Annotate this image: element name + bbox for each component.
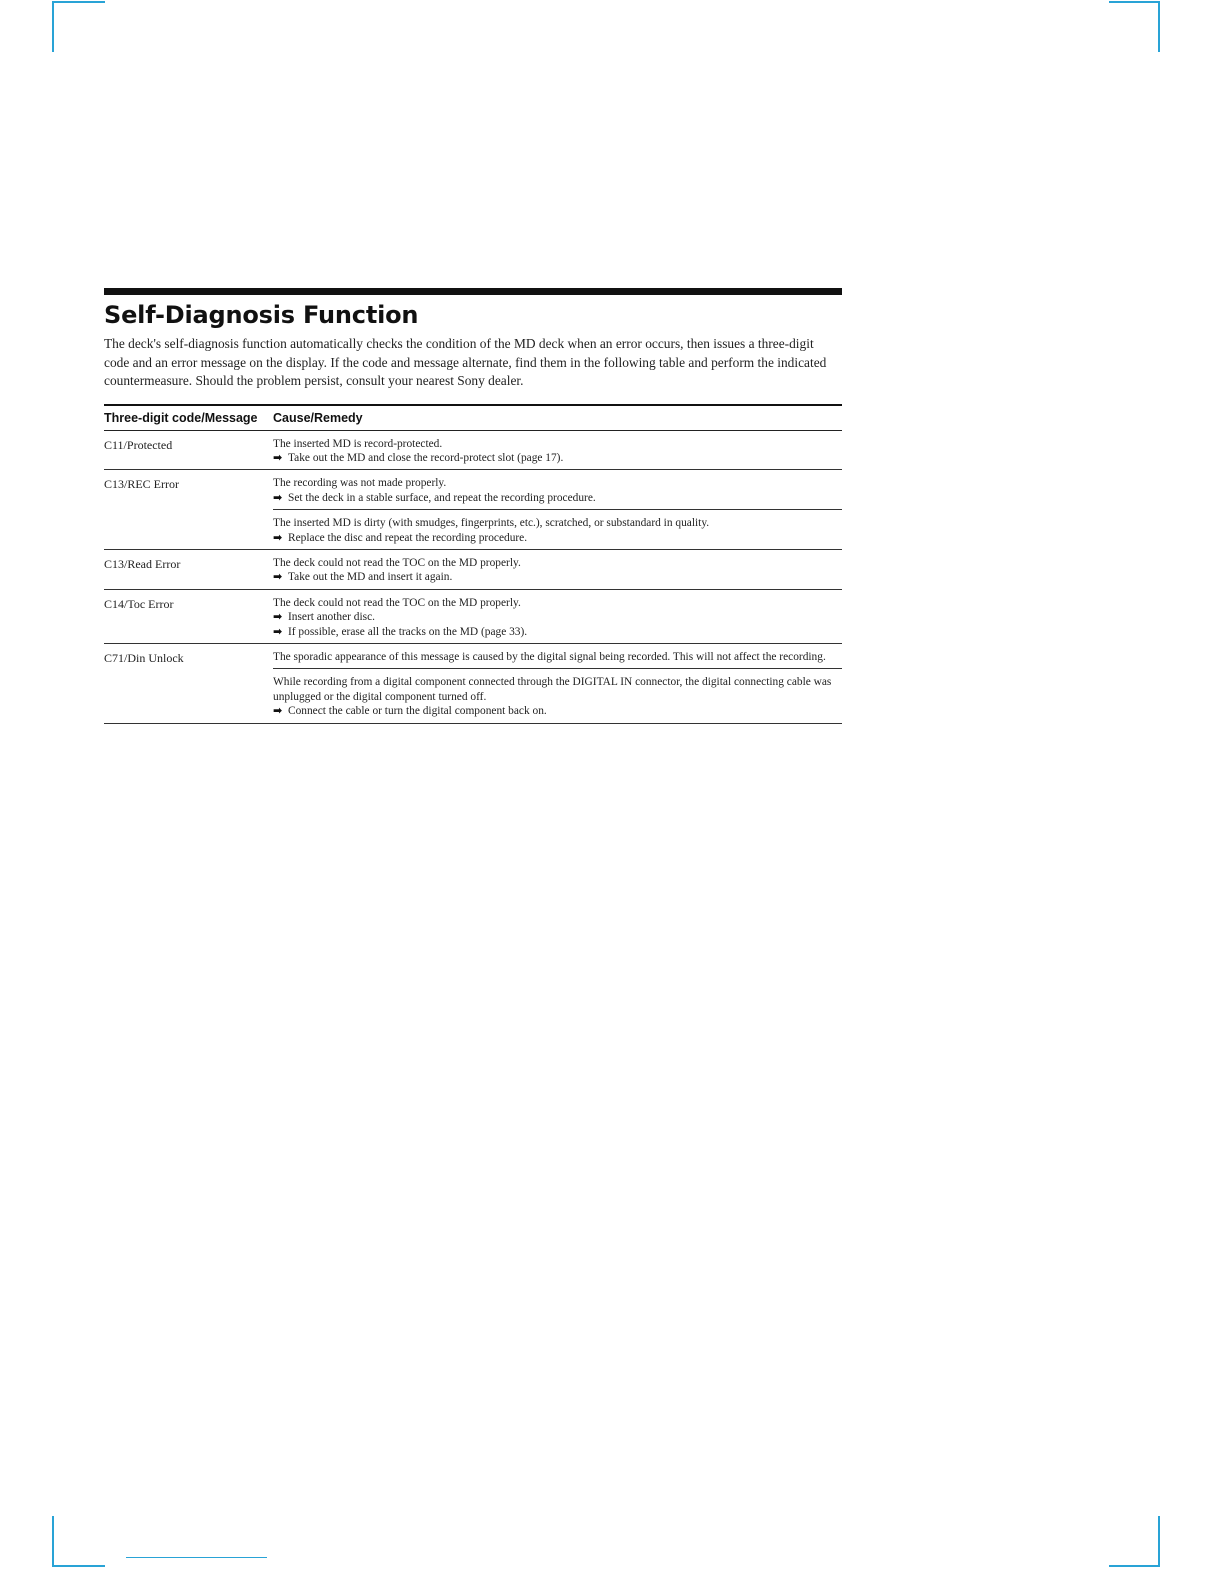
table-row bbox=[104, 470, 842, 550]
remedy-line bbox=[273, 451, 842, 465]
error-code: C14/Toc Error bbox=[104, 596, 174, 611]
table-row bbox=[104, 431, 842, 471]
section-top-bar bbox=[104, 288, 842, 295]
table-row bbox=[104, 644, 842, 724]
cause-text: While recording from a digital component connected through the DIGITAL IN connector, the digital connecting cable was unplugged or the digital component turned off. bbox=[273, 676, 832, 703]
error-code: C11/Protected bbox=[104, 437, 173, 452]
table-row bbox=[104, 590, 842, 644]
remedy-text: Replace the disc and repeat the recording procedure. bbox=[288, 531, 528, 544]
arrow-right-icon: ➡ bbox=[273, 704, 283, 718]
remedy-text: Take out the MD and close the record-protect slot (page 17). bbox=[288, 451, 564, 464]
cause-text: The deck could not read the TOC on the MD properly. bbox=[273, 596, 521, 609]
crop-mark-top-right-vertical bbox=[1158, 1, 1160, 52]
crop-mark-top-right bbox=[1109, 1, 1160, 3]
cause-block bbox=[273, 431, 842, 470]
header-cause: Cause/Remedy bbox=[273, 410, 363, 425]
remedy-line bbox=[273, 531, 842, 545]
cause-remedy-cell bbox=[273, 550, 842, 589]
arrow-right-icon: ➡ bbox=[273, 570, 283, 584]
remedy-text: Insert another disc. bbox=[288, 611, 375, 624]
footer-rule bbox=[126, 1557, 267, 1558]
crop-mark-top-left-vertical bbox=[52, 1, 54, 52]
remedy-line bbox=[273, 610, 842, 624]
crop-mark-bottom-left-vertical bbox=[52, 1516, 54, 1567]
cause-text: The deck could not read the TOC on the MD properly. bbox=[273, 556, 521, 569]
arrow-right-icon: ➡ bbox=[273, 610, 283, 624]
crop-mark-bottom-right-vertical bbox=[1158, 1516, 1160, 1567]
cause-block bbox=[273, 668, 842, 722]
error-code: C13/REC Error bbox=[104, 477, 179, 492]
remedy-line bbox=[273, 625, 842, 639]
table-body bbox=[104, 431, 842, 724]
table-header bbox=[104, 406, 842, 431]
arrow-right-icon: ➡ bbox=[273, 450, 283, 464]
cause-remedy-cell bbox=[273, 644, 842, 723]
cause-text: The recording was not made properly. bbox=[273, 477, 447, 490]
arrow-right-icon: ➡ bbox=[273, 530, 283, 544]
cause-text: The inserted MD is dirty (with smudges, fingerprints, etc.), scratched, or substandard in quality. bbox=[273, 517, 710, 530]
intro-paragraph: The deck's self-diagnosis function automatically checks the condition of the MD deck when an error occurs, then issues a three-digit code and an error message on the display. If the code and message alternate, find them in the following table and perform the indicated countermeasure. Should the problem persist, consult your nearest Sony dealer. bbox=[104, 336, 827, 388]
cause-block bbox=[273, 509, 842, 549]
header-code: Three-digit code/Message bbox=[104, 410, 258, 425]
cause-block bbox=[273, 470, 842, 509]
section-title: Self-Diagnosis Function bbox=[104, 301, 419, 329]
remedy-text: Connect the cable or turn the digital component back on. bbox=[288, 705, 547, 718]
cause-remedy-cell bbox=[273, 431, 842, 470]
remedy-text: Set the deck in a stable surface, and repeat the recording procedure. bbox=[288, 491, 596, 504]
cause-remedy-cell bbox=[273, 470, 842, 549]
cause-block bbox=[273, 644, 842, 668]
crop-mark-bottom-left bbox=[52, 1565, 105, 1567]
cause-text: The sporadic appearance of this message is caused by the digital signal being recorded. This will not affect the recording. bbox=[273, 650, 826, 663]
cause-block bbox=[273, 590, 842, 643]
page-content bbox=[104, 288, 842, 724]
crop-mark-top-left bbox=[52, 1, 105, 3]
remedy-text: If possible, erase all the tracks on the MD (page 33). bbox=[288, 625, 528, 638]
arrow-right-icon: ➡ bbox=[273, 490, 283, 504]
remedy-text: Take out the MD and insert it again. bbox=[288, 571, 453, 584]
error-code: C13/Read Error bbox=[104, 556, 181, 571]
error-code: C71/Din Unlock bbox=[104, 650, 184, 665]
arrow-right-icon: ➡ bbox=[273, 624, 283, 638]
cause-text: The inserted MD is record-protected. bbox=[273, 437, 443, 450]
remedy-line bbox=[273, 704, 842, 718]
remedy-line bbox=[273, 570, 842, 584]
cause-block bbox=[273, 550, 842, 589]
diagnosis-table bbox=[104, 404, 842, 724]
table-row bbox=[104, 550, 842, 590]
crop-mark-bottom-right bbox=[1109, 1565, 1160, 1567]
cause-remedy-cell bbox=[273, 590, 842, 643]
remedy-line bbox=[273, 491, 842, 505]
